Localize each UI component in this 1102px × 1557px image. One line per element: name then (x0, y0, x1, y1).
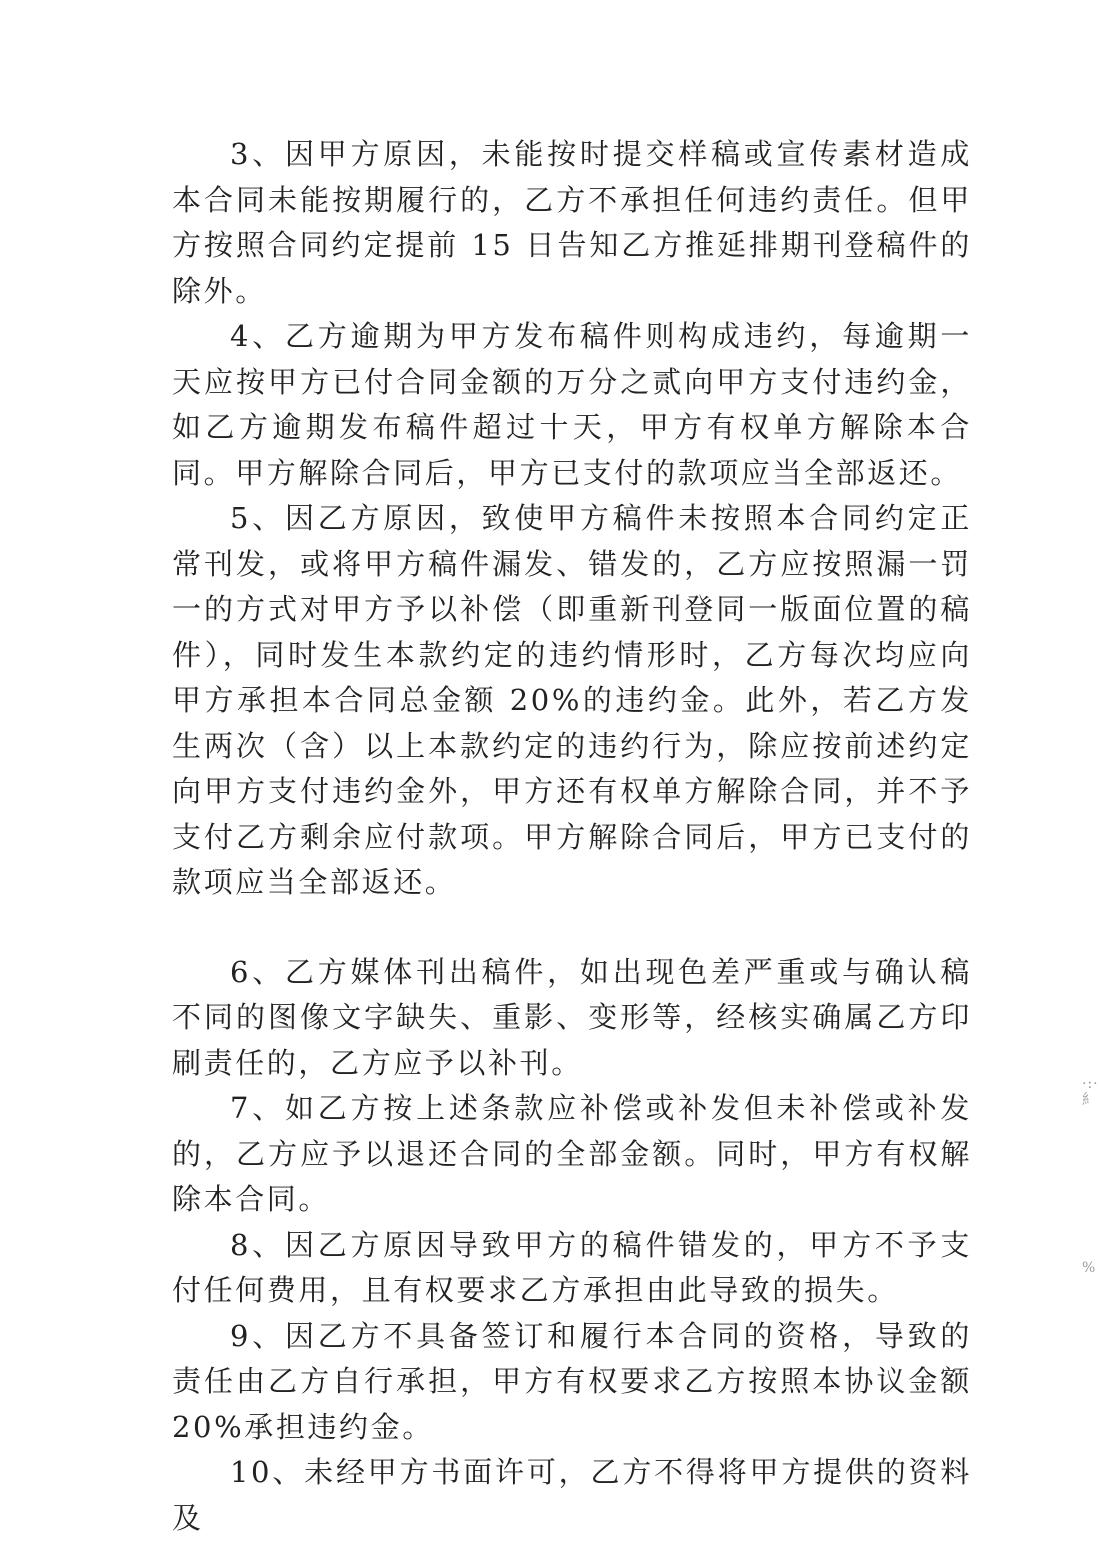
margin-stamp-mark: ·:· ⺯ (1082, 1076, 1099, 1108)
clause-10: 10、未经甲方书面许可，乙方不得将甲方提供的资料及 (172, 1455, 972, 1535)
clause-8: 8、因乙方原因导致甲方的稿件错发的，甲方不予支付任何费用，且有权要求乙方承担由此导致的损失。 (172, 1227, 972, 1307)
clause-4: 4、乙方逾期为甲方发布稿件则构成违约，每逾期一天应按甲方已付合同金额的万分之贰向甲方支付违约金，如乙方逾期发布稿件超过十天，甲方有权单方解除本合同。甲方解除合同后，甲方已支付的款项应当全部返还。 (172, 319, 972, 490)
clause-6: 6、乙方媒体刊出稿件，如出现色差严重或与确认稿不同的图像文字缺失、重影、变形等，经核实确属乙方印刷责任的，乙方应予以补刊。 (172, 954, 972, 1080)
contract-body (172, 132, 984, 1541)
margin-stamp-mark: % (1082, 1260, 1097, 1276)
clause-9: 9、因乙方不具备签订和履行本合同的资格，导致的责任由乙方自行承担，甲方有权要求乙方按照本协议金额 20%承担违约金。 (172, 1318, 984, 1444)
paragraph-gap (172, 906, 972, 950)
clause-5: 5、因乙方原因，致使甲方稿件未按照本合同约定正常刊发，或将甲方稿件漏发、错发的，乙方应按照漏一罚一的方式对甲方予以补偿（即重新刊登同一版面位置的稿件），同时发生本款约定的违约情形时，乙方每次均应向甲方承担本合同总金额 20%的违约金。此外，若乙方发生两次（含）以上本款约定的违约行为，除应按前述约定向甲方支付违约金外，甲方还有权单方解除合同，并不予支付乙方剩余应付款项。甲方解除合同后，甲方已支付的款项应当全部返还。 (172, 501, 972, 899)
clause-3: 3、因甲方原因，未能按时提交样稿或宣传素材造成本合同未能按期履行的，乙方不承担任何违约责任。但甲方按照合同约定提前 15 日告知乙方推延排期刊登稿件的除外。 (172, 137, 972, 308)
clause-7: 7、如乙方按上述条款应补偿或补发但未补偿或补发的，乙方应予以退还合同的全部金额。同时，甲方有权解除本合同。 (172, 1091, 972, 1216)
